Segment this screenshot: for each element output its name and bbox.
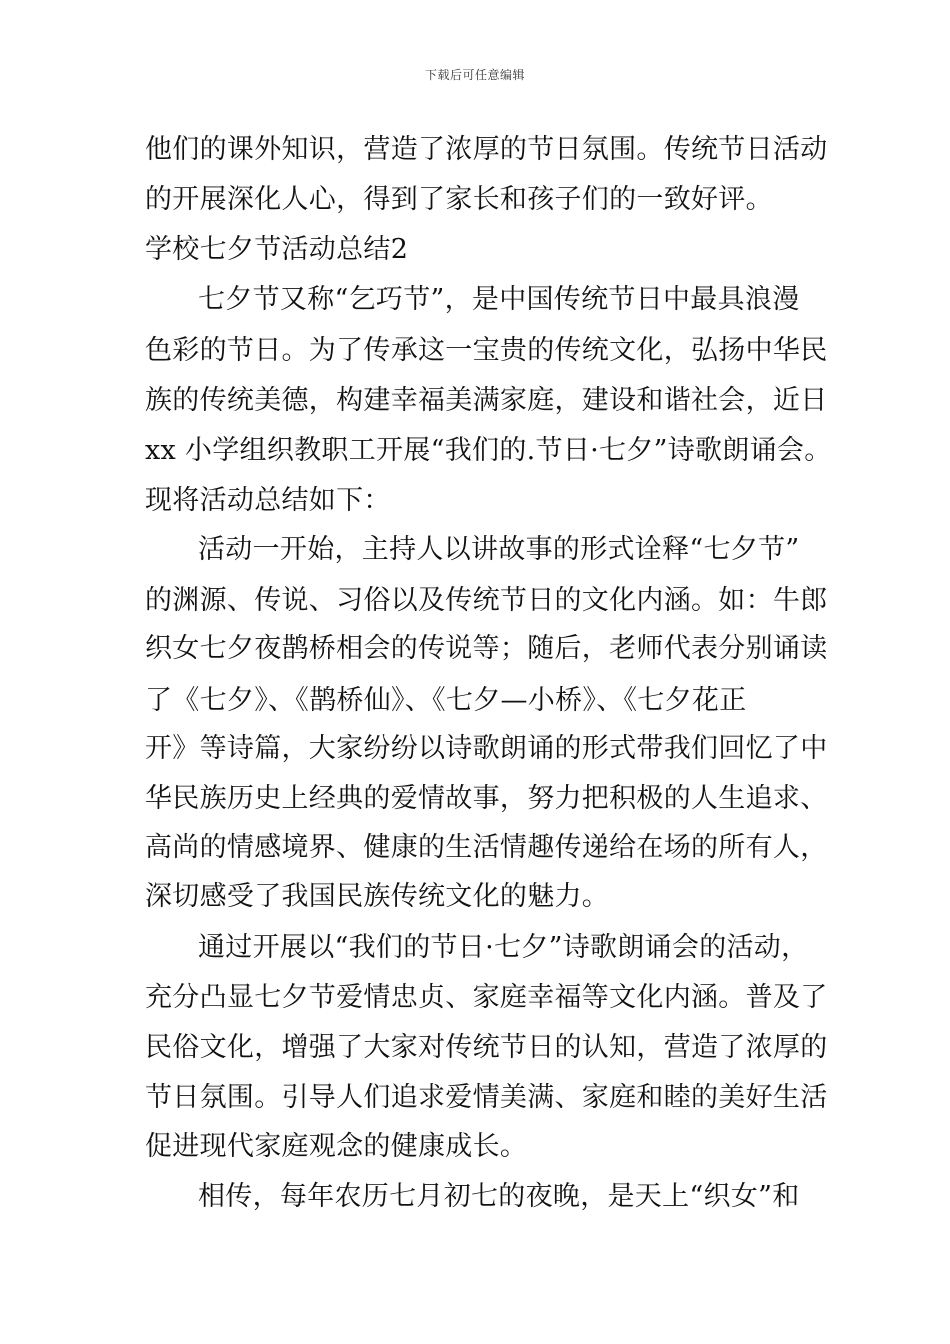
body-text-line: xx 小学组织教职工开展“我们的.节日·七夕”诗歌朗诵会。 <box>145 435 832 466</box>
body-text-line: 了《七夕》、《鹊桥仙》、《七夕—小桥》、《七夕花正 <box>145 685 747 716</box>
body-text-line: 织女七夕夜鹊桥相会的传说等；随后，老师代表分别诵读 <box>145 633 828 664</box>
body-text-line: 族的传统美德，构建幸福美满家庭，建设和谐社会，近日 <box>145 385 828 416</box>
body-text-line: 的开展深化人心，得到了家长和孩子们的一致好评。 <box>145 184 773 215</box>
body-text-line: 华民族历史上经典的爱情故事，努力把积极的人生追求、 <box>145 783 828 814</box>
page-header-note: 下载后可任意编辑 <box>424 68 525 82</box>
body-text-line: 充分凸显七夕节爱情忠贞、家庭幸福等文化内涵。普及了 <box>145 982 828 1013</box>
body-text-line: 民俗文化，增强了大家对传统节日的认知，营造了浓厚的 <box>145 1032 828 1063</box>
body-text-line: 促进现代家庭观念的健康成长。 <box>145 1131 528 1162</box>
body-text-line: 的渊源、传说、习俗以及传统节日的文化内涵。如：牛郎 <box>145 585 828 616</box>
body-text-line: 深切感受了我国民族传统文化的魅力。 <box>145 881 610 912</box>
paragraph-first-line: 七夕节又称“乞巧节”，是中国传统节日中最具浪漫 <box>198 284 800 315</box>
body-text-line: 现将活动总结如下： <box>145 485 391 516</box>
paragraph-first-line: 通过开展以“我们的节日·七夕”诗歌朗诵会的活动， <box>198 932 809 963</box>
body-text-line: 他们的课外知识，营造了浓厚的节日氛围。传统节日活动 <box>145 134 828 165</box>
paragraph-first-line: 相传，每年农历七月初七的夜晚，是天上“织女”和 <box>198 1181 800 1212</box>
body-text-line: 开》等诗篇，大家纷纷以诗歌朗诵的形式带我们回忆了中 <box>145 733 828 764</box>
body-text-line: 高尚的情感境界、健康的生活情趣传递给在场的所有人， <box>145 832 828 863</box>
section-heading: 学校七夕节活动总结2 <box>145 234 409 265</box>
body-text-line: 节日氛围。引导人们追求爱情美满、家庭和睦的美好生活 <box>145 1082 828 1113</box>
body-text-line: 色彩的节日。为了传承这一宝贵的传统文化，弘扬中华民 <box>145 335 828 366</box>
paragraph-first-line: 活动一开始，主持人以讲故事的形式诠释“七夕节” <box>198 534 800 565</box>
